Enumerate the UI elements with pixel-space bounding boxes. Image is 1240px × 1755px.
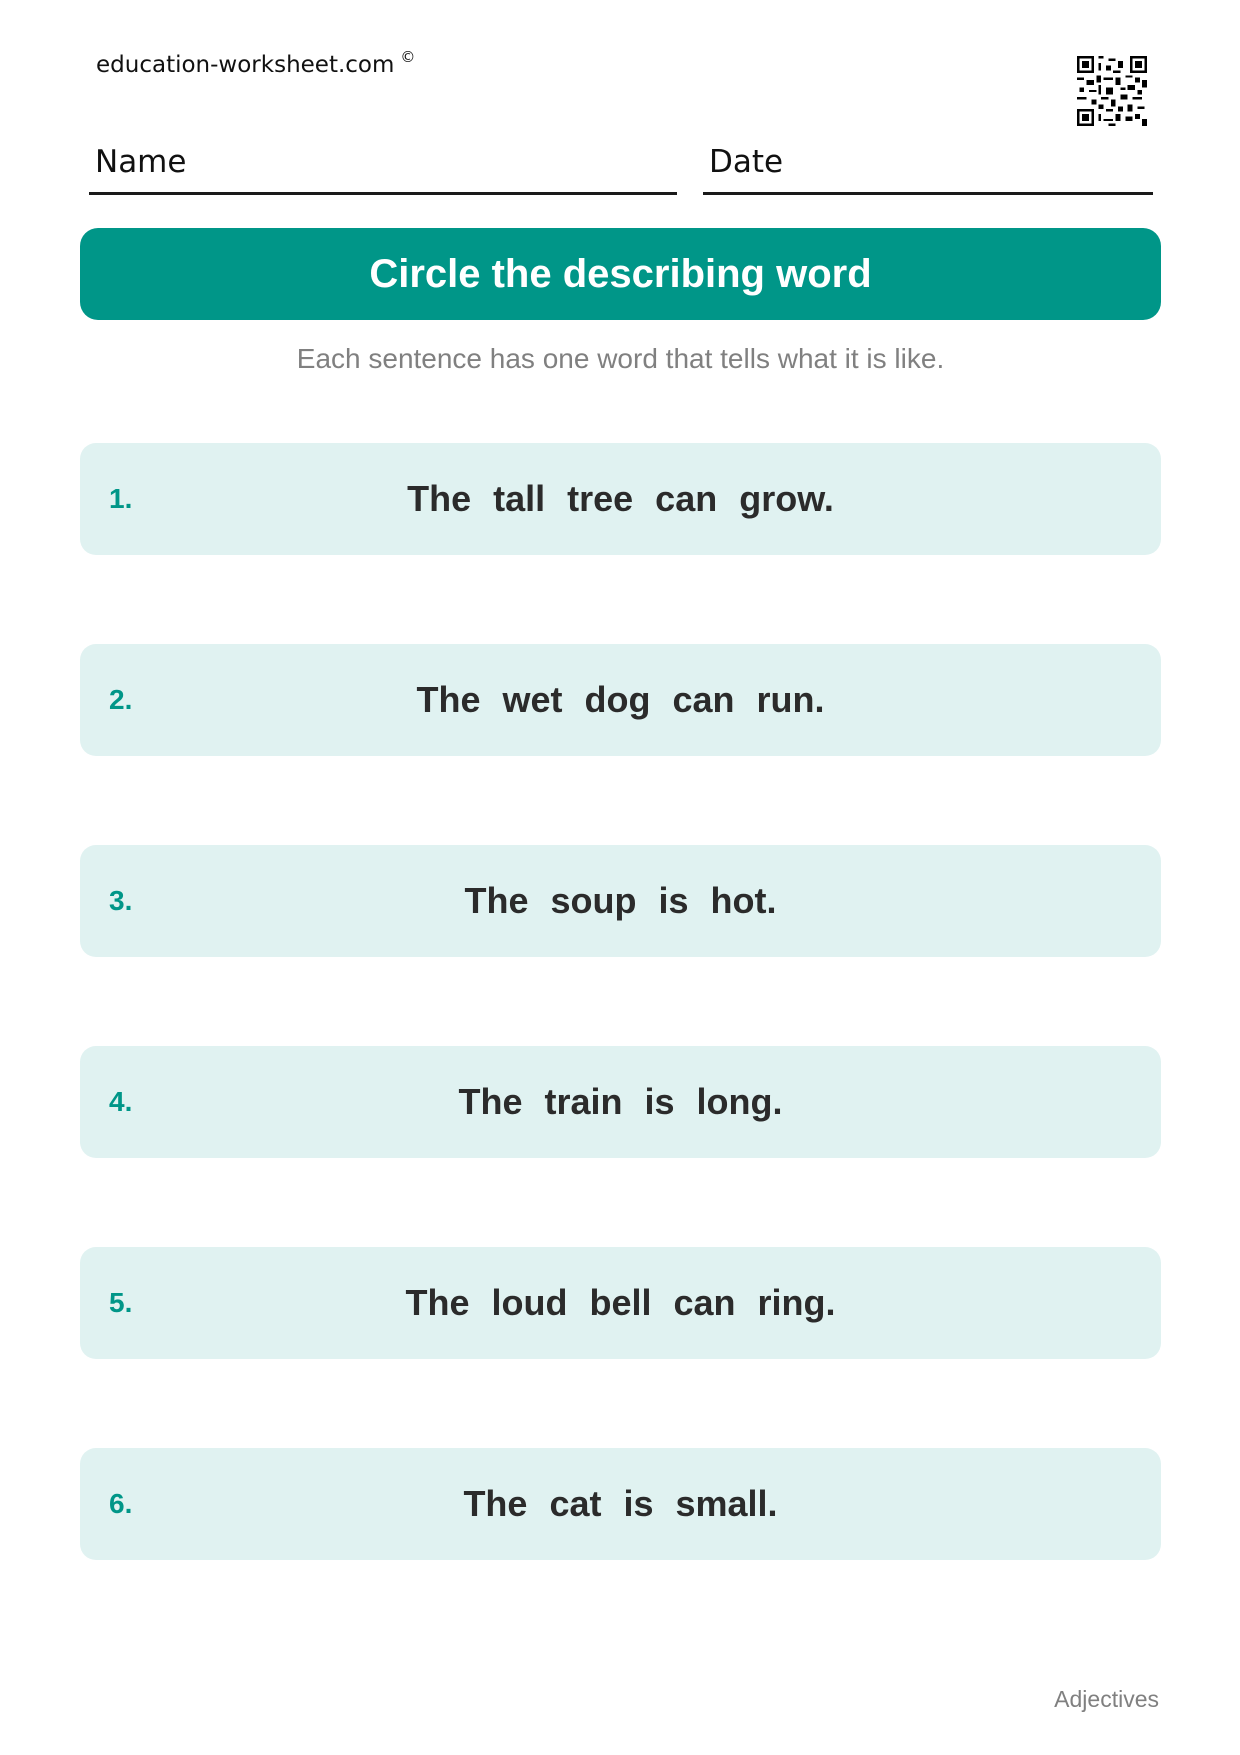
qr-code-icon (1077, 56, 1147, 126)
item-number: 3. (109, 885, 133, 916)
topic-label: Adjectives (1054, 1686, 1159, 1712)
exercise-item (80, 1247, 1161, 1359)
worksheet-title: Circle the describing word (369, 251, 872, 296)
item-sentence[interactable]: The soup is hot. (464, 880, 777, 921)
exercise-item (80, 845, 1161, 957)
copyright-symbol: © (400, 48, 416, 66)
item-sentence[interactable]: The train is long. (458, 1081, 783, 1122)
item-sentence[interactable]: The tall tree can grow. (407, 478, 834, 519)
exercise-list (80, 443, 1161, 1649)
item-number: 6. (109, 1488, 133, 1519)
exercise-item (80, 644, 1161, 756)
item-number: 1. (109, 483, 133, 514)
exercise-item (80, 1046, 1161, 1158)
exercise-item (80, 1448, 1161, 1560)
exercise-item (80, 443, 1161, 555)
site-url: education-worksheet.com (96, 52, 395, 78)
title-banner (80, 228, 1161, 320)
name-field[interactable] (89, 140, 677, 195)
date-field[interactable] (703, 140, 1153, 195)
item-number: 4. (109, 1086, 133, 1117)
instructions: Each sentence has one word that tells what it is like. (296, 343, 945, 374)
date-label: Date (709, 144, 784, 180)
item-sentence[interactable]: The cat is small. (463, 1483, 778, 1524)
name-label: Name (95, 144, 187, 180)
item-number: 2. (109, 684, 133, 715)
item-sentence[interactable]: The loud bell can ring. (405, 1282, 836, 1323)
item-number: 5. (109, 1287, 133, 1318)
item-sentence[interactable]: The wet dog can run. (416, 679, 825, 720)
site-name (96, 48, 415, 78)
